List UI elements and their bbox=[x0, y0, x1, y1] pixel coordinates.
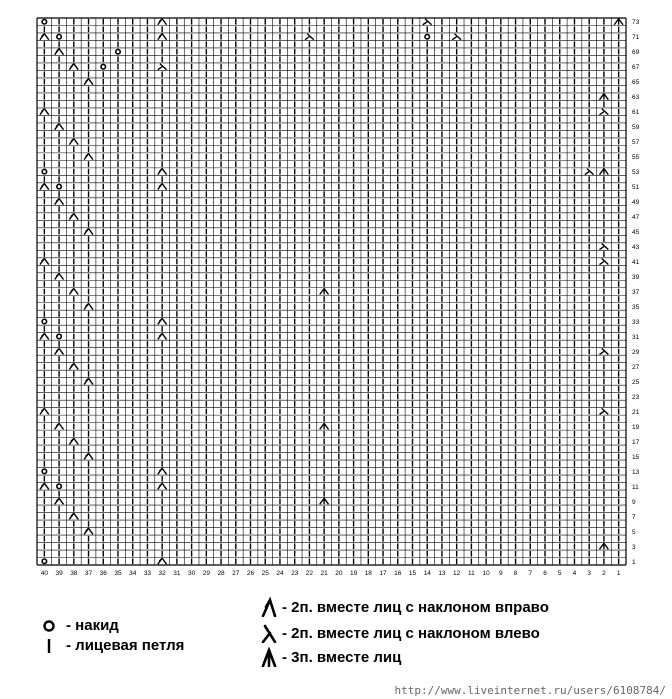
column-label: 17 bbox=[379, 570, 387, 577]
column-label: 2 bbox=[602, 570, 606, 577]
k3tog-icon bbox=[258, 647, 280, 667]
column-label: 7 bbox=[528, 570, 533, 577]
row-label: 61 bbox=[632, 109, 640, 117]
k2tog-right-mark bbox=[55, 348, 64, 354]
k2tog-left-mark bbox=[158, 64, 167, 70]
k2tog-right-mark bbox=[40, 483, 49, 489]
row-label: 27 bbox=[632, 363, 640, 371]
row-label: 19 bbox=[632, 423, 640, 431]
row-label: 23 bbox=[632, 393, 640, 401]
yarn-over-mark bbox=[42, 559, 46, 563]
column-label: 40 bbox=[40, 570, 48, 577]
k2tog-right-mark bbox=[40, 408, 49, 414]
row-label: 33 bbox=[632, 318, 640, 326]
column-label: 13 bbox=[438, 570, 446, 577]
k2tog-left-mark bbox=[599, 259, 608, 265]
k3tog-mark bbox=[320, 498, 329, 504]
row-label: 31 bbox=[632, 333, 640, 341]
row-label: 35 bbox=[632, 303, 640, 311]
row-label: 25 bbox=[632, 378, 640, 386]
k2tog-right-mark bbox=[84, 378, 93, 384]
k3tog-mark bbox=[599, 169, 608, 175]
yarn-over-mark bbox=[42, 469, 46, 473]
yarn-over-mark bbox=[101, 64, 105, 68]
column-label: 38 bbox=[70, 570, 78, 577]
k2tog-left-mark bbox=[305, 34, 314, 40]
k2tog-right-mark bbox=[158, 558, 167, 564]
k2tog-right-mark bbox=[69, 513, 78, 519]
k2tog-right-mark bbox=[84, 79, 93, 85]
column-label: 37 bbox=[84, 570, 93, 577]
column-label: 19 bbox=[349, 570, 358, 577]
row-label: 53 bbox=[632, 169, 640, 177]
k2tog-right-mark bbox=[158, 34, 167, 40]
legend-k3tog-label: - 3п. вместе лиц bbox=[282, 648, 402, 666]
k2tog-right-mark bbox=[158, 169, 167, 175]
column-label: 27 bbox=[232, 570, 240, 577]
yarn-over-mark bbox=[57, 334, 61, 338]
knit-stitch-icon bbox=[38, 638, 60, 654]
column-label: 5 bbox=[557, 570, 562, 577]
row-label: 51 bbox=[632, 184, 640, 192]
column-label: 23 bbox=[291, 570, 299, 577]
row-label: 29 bbox=[632, 348, 640, 356]
k3tog-mark bbox=[614, 19, 623, 25]
column-label: 14 bbox=[423, 570, 431, 577]
row-label: 15 bbox=[632, 453, 640, 461]
k2tog-right-mark bbox=[55, 274, 64, 280]
column-label: 16 bbox=[394, 570, 402, 577]
row-label: 57 bbox=[632, 139, 640, 147]
column-label: 12 bbox=[453, 570, 461, 577]
k2tog-right-mark bbox=[69, 139, 78, 145]
row-label: 11 bbox=[632, 483, 639, 491]
k2tog-right-mark bbox=[40, 109, 49, 115]
k2tog-right-mark bbox=[158, 333, 167, 339]
k2tog-right-mark bbox=[69, 289, 78, 295]
row-label: 49 bbox=[632, 199, 640, 207]
yarn-over-icon bbox=[38, 619, 60, 633]
k2tog-right-mark bbox=[55, 498, 64, 504]
column-label: 11 bbox=[468, 570, 475, 577]
row-label: 37 bbox=[632, 289, 640, 296]
k2tog-right-mark bbox=[158, 318, 167, 324]
legend-yarn-over bbox=[38, 617, 119, 634]
k2tog-right-mark bbox=[55, 124, 64, 130]
k2tog-right-mark bbox=[69, 214, 78, 220]
k2tog-right-mark bbox=[40, 333, 49, 339]
k2tog-right-mark bbox=[55, 423, 64, 429]
row-label: 41 bbox=[632, 259, 640, 267]
k2tog-right-mark bbox=[40, 259, 49, 265]
yarn-over-mark bbox=[42, 319, 46, 323]
row-label: 69 bbox=[632, 49, 640, 57]
yarn-over-mark bbox=[42, 169, 46, 173]
row-label: 45 bbox=[632, 229, 640, 237]
yarn-over-mark bbox=[425, 34, 429, 38]
column-label: 25 bbox=[261, 570, 269, 577]
column-label: 31 bbox=[173, 570, 181, 577]
column-label: 26 bbox=[246, 570, 255, 577]
yarn-over-mark bbox=[42, 19, 46, 23]
column-label: 29 bbox=[202, 570, 210, 577]
legend-k2tog-right bbox=[258, 597, 549, 617]
row-label: 39 bbox=[632, 274, 640, 282]
k2tog-right-mark bbox=[69, 438, 78, 444]
k2tog-left-mark bbox=[599, 109, 608, 115]
column-label: 15 bbox=[408, 570, 417, 577]
k2tog-right-mark bbox=[158, 19, 167, 25]
legend-k2tog-left-label: - 2п. вместе лиц с наклоном влево bbox=[282, 624, 540, 642]
row-label: 55 bbox=[632, 154, 640, 162]
row-label: 71 bbox=[632, 34, 640, 42]
column-label: 39 bbox=[55, 570, 63, 577]
k2tog-right-mark bbox=[158, 184, 167, 190]
column-label: 30 bbox=[187, 570, 196, 577]
yarn-over-mark bbox=[116, 49, 120, 53]
k2tog-right-mark bbox=[84, 303, 93, 309]
column-label: 8 bbox=[513, 570, 518, 577]
k2tog-right-icon bbox=[258, 597, 280, 617]
k2tog-right-mark bbox=[84, 528, 93, 534]
column-label: 33 bbox=[143, 570, 152, 577]
legend-knit-label: - лицевая петля bbox=[66, 637, 185, 654]
row-label: 67 bbox=[632, 64, 640, 72]
yarn-over-mark bbox=[57, 34, 61, 38]
k2tog-left-mark bbox=[599, 348, 608, 354]
k2tog-right-mark bbox=[84, 229, 93, 235]
k2tog-left-mark bbox=[599, 408, 608, 414]
row-label: 5 bbox=[632, 528, 636, 536]
column-label: 28 bbox=[217, 570, 225, 577]
legend-k2tog-right-label: - 2п. вместе лиц с наклоном вправо bbox=[282, 598, 549, 616]
row-label: 47 bbox=[632, 214, 640, 222]
row-label: 63 bbox=[632, 94, 640, 102]
k2tog-left-mark bbox=[452, 34, 461, 40]
legend-k3tog bbox=[258, 647, 401, 667]
column-label: 24 bbox=[276, 570, 284, 577]
k2tog-right-mark bbox=[84, 453, 93, 459]
k2tog-left-mark bbox=[423, 19, 432, 25]
k2tog-right-mark bbox=[158, 483, 167, 489]
column-label: 22 bbox=[305, 570, 314, 577]
legend-yarn-over-label: - накид bbox=[66, 617, 119, 634]
column-label: 18 bbox=[364, 570, 372, 577]
k2tog-right-mark bbox=[69, 363, 78, 369]
yarn-over-mark bbox=[57, 484, 61, 488]
column-label: 4 bbox=[572, 570, 577, 577]
k2tog-right-mark bbox=[40, 184, 49, 190]
k3tog-mark bbox=[320, 289, 329, 295]
column-label: 20 bbox=[335, 570, 343, 577]
row-label: 9 bbox=[632, 498, 636, 506]
k2tog-right-mark bbox=[158, 468, 167, 474]
k2tog-left-icon bbox=[258, 623, 280, 643]
k2tog-right-mark bbox=[40, 34, 49, 40]
row-label: 3 bbox=[632, 543, 636, 551]
row-label: 73 bbox=[632, 19, 640, 27]
row-label: 21 bbox=[632, 408, 640, 416]
legend-k2tog-left bbox=[258, 623, 540, 643]
k3tog-mark bbox=[320, 423, 329, 429]
row-label: 1 bbox=[632, 558, 636, 566]
column-label: 6 bbox=[543, 570, 547, 577]
row-label: 59 bbox=[632, 124, 640, 132]
legend-knit bbox=[38, 637, 184, 654]
column-label: 32 bbox=[158, 570, 166, 577]
k2tog-right-mark bbox=[55, 199, 64, 205]
column-label: 34 bbox=[129, 570, 137, 577]
k2tog-right-mark bbox=[55, 49, 64, 55]
watermark-url: http://www.liveinternet.ru/users/6108784/ bbox=[394, 684, 666, 697]
row-label: 7 bbox=[632, 513, 636, 521]
column-label: 1 bbox=[616, 570, 621, 577]
column-label: 9 bbox=[499, 570, 503, 577]
k2tog-right-mark bbox=[69, 64, 78, 70]
column-label: 21 bbox=[320, 570, 328, 577]
column-label: 3 bbox=[587, 570, 591, 577]
column-label: 35 bbox=[114, 570, 122, 577]
column-label: 36 bbox=[99, 570, 107, 577]
row-label: 13 bbox=[632, 468, 640, 476]
yarn-over-mark bbox=[57, 184, 61, 188]
column-label: 10 bbox=[482, 570, 490, 577]
k3tog-mark bbox=[599, 94, 608, 100]
row-label: 43 bbox=[632, 244, 640, 252]
k2tog-left-mark bbox=[599, 244, 608, 250]
row-label: 17 bbox=[632, 438, 640, 446]
k2tog-left-mark bbox=[585, 169, 594, 175]
row-label: 65 bbox=[632, 79, 640, 87]
k2tog-right-mark bbox=[84, 154, 93, 160]
k3tog-mark bbox=[599, 543, 608, 549]
